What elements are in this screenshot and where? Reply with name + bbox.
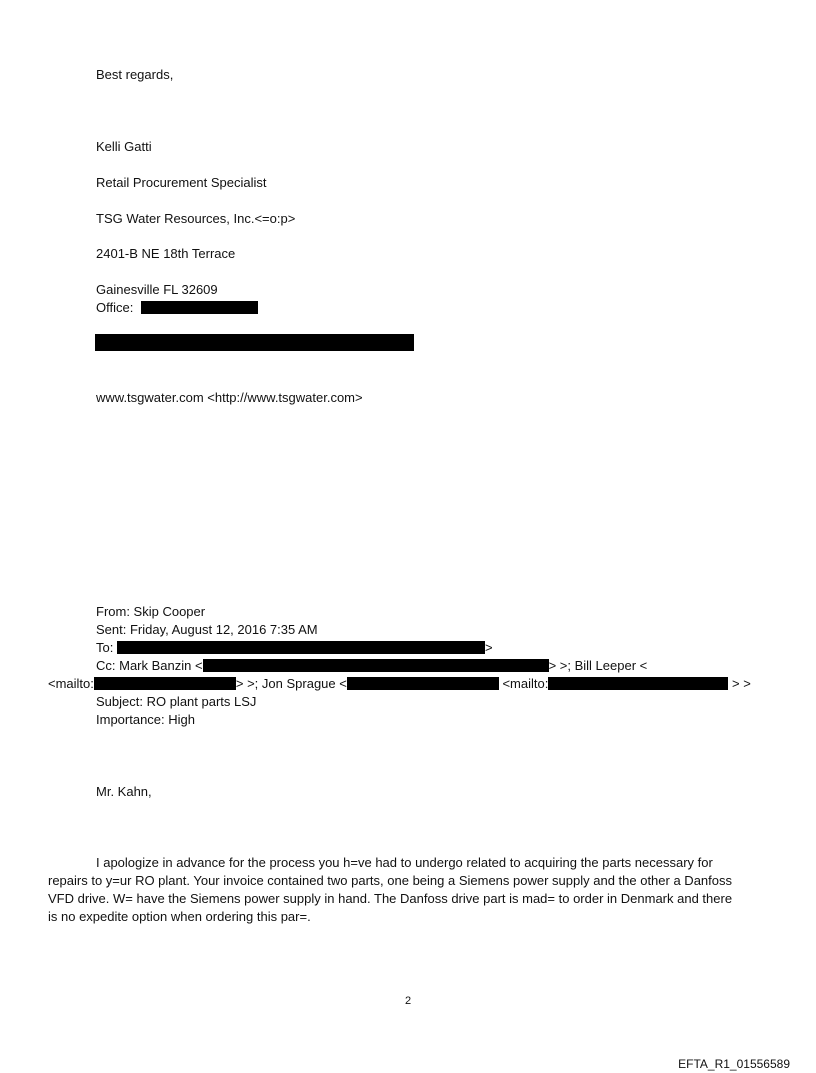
page-number: 2 bbox=[404, 995, 412, 1007]
paragraph-line-3: VFD drive. W= have the Siemens power supply in hand. The Danfoss drive part is mad= to order in Denmark and there bbox=[48, 891, 733, 906]
redaction-to-address bbox=[117, 641, 485, 654]
header-importance: Importance: High bbox=[96, 712, 195, 727]
address-line-1: 2401-B NE 18th Terrace bbox=[96, 246, 236, 261]
paragraph-line-2: repairs to y=ur RO plant. Your invoice contained two parts, one being a Siemens power supply and the other a Danfoss bbox=[48, 873, 732, 888]
signer-title: Retail Procurement Specialist bbox=[96, 175, 267, 190]
greeting: Mr. Kahn, bbox=[96, 784, 152, 799]
redaction-cc-jon-sprague-mailto bbox=[548, 677, 728, 690]
header-from: From: Skip Cooper bbox=[96, 604, 206, 619]
header-subject: Subject: RO plant parts LSJ bbox=[96, 694, 257, 709]
cc-label: Cc: Mark Banzin < bbox=[96, 658, 203, 673]
cc2-mid: > >; Jon Sprague < bbox=[235, 676, 347, 691]
redaction-office-phone bbox=[141, 301, 258, 314]
cc2-mailto: <mailto: bbox=[502, 676, 549, 691]
cc2-label: <mailto: bbox=[48, 676, 94, 691]
header-sent: Sent: Friday, August 12, 2016 7:35 AM bbox=[96, 622, 318, 637]
header-to bbox=[96, 639, 493, 657]
paragraph-line-1-text: I apologize in advance for the process you h=ve had to undergo related to acquiring the parts necessary for bbox=[96, 855, 713, 870]
redaction-cc-jon-sprague bbox=[347, 677, 499, 690]
header-cc-continued bbox=[48, 675, 751, 693]
redaction-cc-bill-leeper bbox=[94, 677, 236, 690]
cc2-tail: > > bbox=[731, 676, 751, 691]
address-line-2: Gainesville FL 32609 bbox=[96, 282, 218, 297]
to-label: To: bbox=[96, 640, 114, 655]
paragraph-line-1 bbox=[48, 854, 760, 872]
cc-mid: > >; Bill Leeper < bbox=[548, 658, 648, 673]
body-paragraph bbox=[48, 854, 760, 926]
closing: Best regards, bbox=[96, 67, 174, 82]
redaction-cc-mark-banzin bbox=[203, 659, 549, 672]
website-link[interactable]: www.tsgwater.com <http://www.tsgwater.com> bbox=[96, 390, 363, 405]
paragraph-line-4: is no expedite option when ordering this par=. bbox=[48, 909, 311, 924]
bates-number: EFTA_R1_01556589 bbox=[678, 1057, 790, 1071]
to-tail: > bbox=[484, 640, 493, 655]
header-cc bbox=[96, 657, 647, 675]
redaction-email-block bbox=[95, 334, 414, 351]
signer-company: TSG Water Resources, Inc.<=o:p> bbox=[96, 211, 296, 226]
signer-name: Kelli Gatti bbox=[96, 139, 152, 154]
office-line bbox=[96, 299, 258, 317]
office-label: Office: bbox=[96, 300, 134, 315]
